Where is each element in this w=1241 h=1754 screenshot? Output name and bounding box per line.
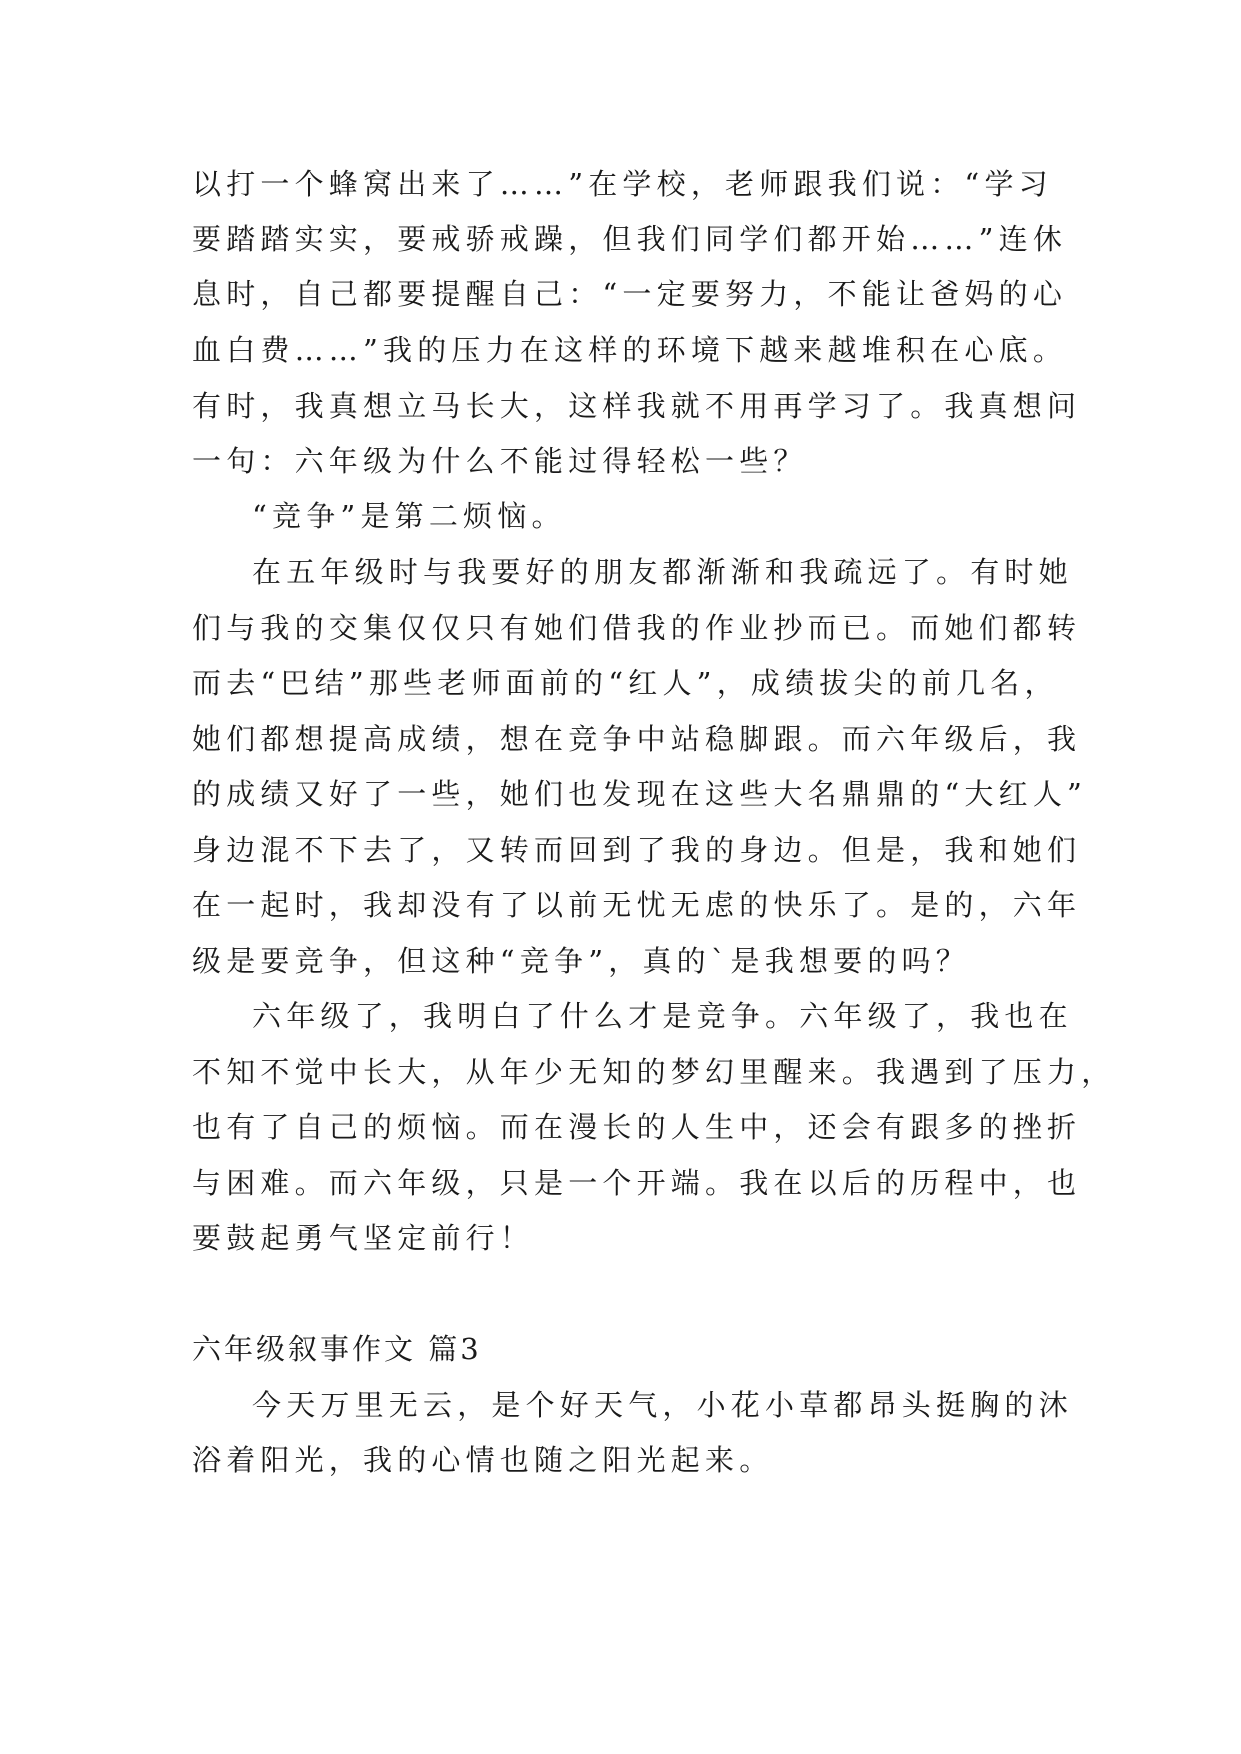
text-line: 她们都想提高成绩，想在竞争中站稳脚跟。而六年级后，我 — [192, 722, 1082, 756]
text-line: 而去“巴结”那些老师面前的“红人”，成绩拔尖的前几名， — [192, 666, 1059, 700]
text-line: 一句：六年级为什么不能过得轻松一些？ — [192, 444, 808, 478]
text-line: 在一起时，我却没有了以前无忧无虑的快乐了。是的，六年 — [192, 888, 1082, 922]
text-line: 浴着阳光，我的心情也随之阳光起来。 — [192, 1443, 774, 1477]
text-line: 们与我的交集仅仅只有她们借我的作业抄而已。而她们都转 — [192, 611, 1082, 645]
text-line: 身边混不下去了，又转而回到了我的身边。但是，我和她们 — [192, 833, 1082, 867]
paragraph-start-line: “竞争”是第二烦恼。 — [252, 499, 566, 533]
paragraph-start-line: 今天万里无云，是个好天气，小花小草都昂头挺胸的沐 — [252, 1388, 1073, 1422]
text-line: 的成绩又好了一些，她们也发现在这些大名鼎鼎的“大红人” — [192, 777, 1088, 811]
text-line: 也有了自己的烦恼。而在漫长的人生中，还会有跟多的挫折 — [192, 1110, 1082, 1144]
text-line: 与困难。而六年级，只是一个开端。我在以后的历程中，也 — [192, 1166, 1082, 1200]
paragraph-start-line: 六年级了，我明白了什么才是竞争。六年级了，我也在 — [252, 999, 1073, 1033]
text-line: 血白费……”我的压力在这样的环境下越来越堆积在心底。 — [192, 333, 1068, 367]
text-line: 有时，我真想立马长大，这样我就不用再学习了。我真想问 — [192, 389, 1082, 423]
section-heading: 六年级叙事作文 篇3 — [192, 1332, 482, 1366]
text-line: 要鼓起勇气坚定前行！ — [192, 1221, 535, 1255]
text-line: 级是要竞争，但这种“竞争”，真的`是我想要的吗？ — [192, 944, 970, 978]
text-line: 息时，自己都要提醒自己：“一定要努力，不能让爸妈的心 — [192, 277, 1068, 311]
text-line: 不知不觉中长大，从年少无知的梦幻里醒来。我遇到了压力， — [192, 1055, 1116, 1089]
text-line: 要踏踏实实，要戒骄戒躁，但我们同学们都开始……”连休 — [192, 222, 1068, 256]
paragraph-start-line: 在五年级时与我要好的朋友都渐渐和我疏远了。有时她 — [252, 555, 1073, 589]
text-line: 以打一个蜂窝出来了……”在学校，老师跟我们说：“学习 — [192, 167, 1053, 201]
